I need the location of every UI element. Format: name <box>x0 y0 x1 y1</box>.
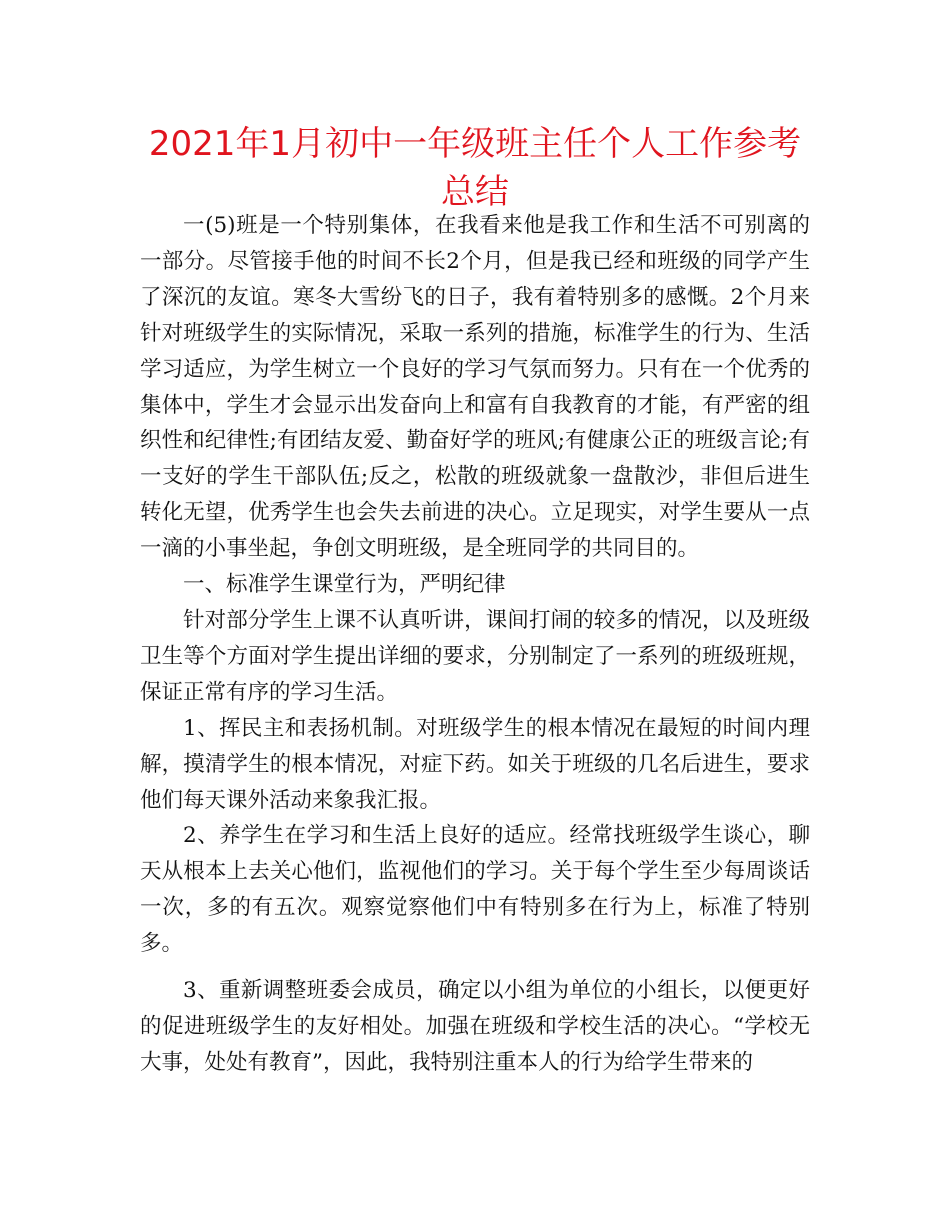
document-title: 2021年1月初中一年级班主任个人工作参考总结 <box>148 124 802 212</box>
paragraph-item-1: 1、挥民主和表扬机制。对班级学生的根本情况在最短的时间内理解，摸清学生的根本情况，对症下药。如关于班级的几名后进生，要求他们每天课外活动来象我汇报。 <box>140 715 810 813</box>
paragraph-item-3: 3、重新调整班委会成员，确定以小组为单位的小组长，以便更好的促进班级学生的友好相处。加强在班级和学校生活的决心。“学校无大事，处处有教育”，因此，我特别注重本人的行为给学生带来的 <box>140 978 810 1075</box>
section-heading-1: 一、标准学生课堂行为，严明纪律 <box>183 572 506 598</box>
paragraph-intro: 一(5)班是一个特别集体，在我看来他是我工作和生活不可别离的一部分。尽管接手他的时间不长2个月，但是我已经和班级的同学产生了深沉的友谊。寒冬大雪纷飞的日子，我有着特别多的感慨。2个月来针对班级学生的实际情况，采取一系列的措施，标准学生的行为、生活学习适应，为学生树立一个良好的学习气氛而努力。只有在一个优秀的集体中，学生才会显示出发奋向上和富有自我教育的才能，有严密的组织性和纪律性;有团结友爱、勤奋好学的班风;有健康公正的班级言论;有一支好的学生干部队伍;反之，松散的班级就象一盘散沙，非但后进生转化无望，优秀学生也会失去前进的决心。立足现实，对学生要从一点一滴的小事坐起，争创文明班级，是全班同学的共同目的。 <box>140 213 810 562</box>
paragraph-section-1-intro: 针对部分学生上课不认真听讲，课间打闹的较多的情况，以及班级卫生等个方面对学生提出详细的要求，分别制定了一系列的班级班规，保证正常有序的学习生活。 <box>140 607 810 705</box>
paragraph-item-2: 2、养学生在学习和生活上良好的适应。经常找班级学生谈心，聊天从根本上去关心他们，监视他们的学习。关于每个学生至少每周谈话一次，多的有五次。观察觉察他们中有特别多在行为上，标准了特别多。 <box>140 823 810 957</box>
document-body <box>140 208 810 1081</box>
